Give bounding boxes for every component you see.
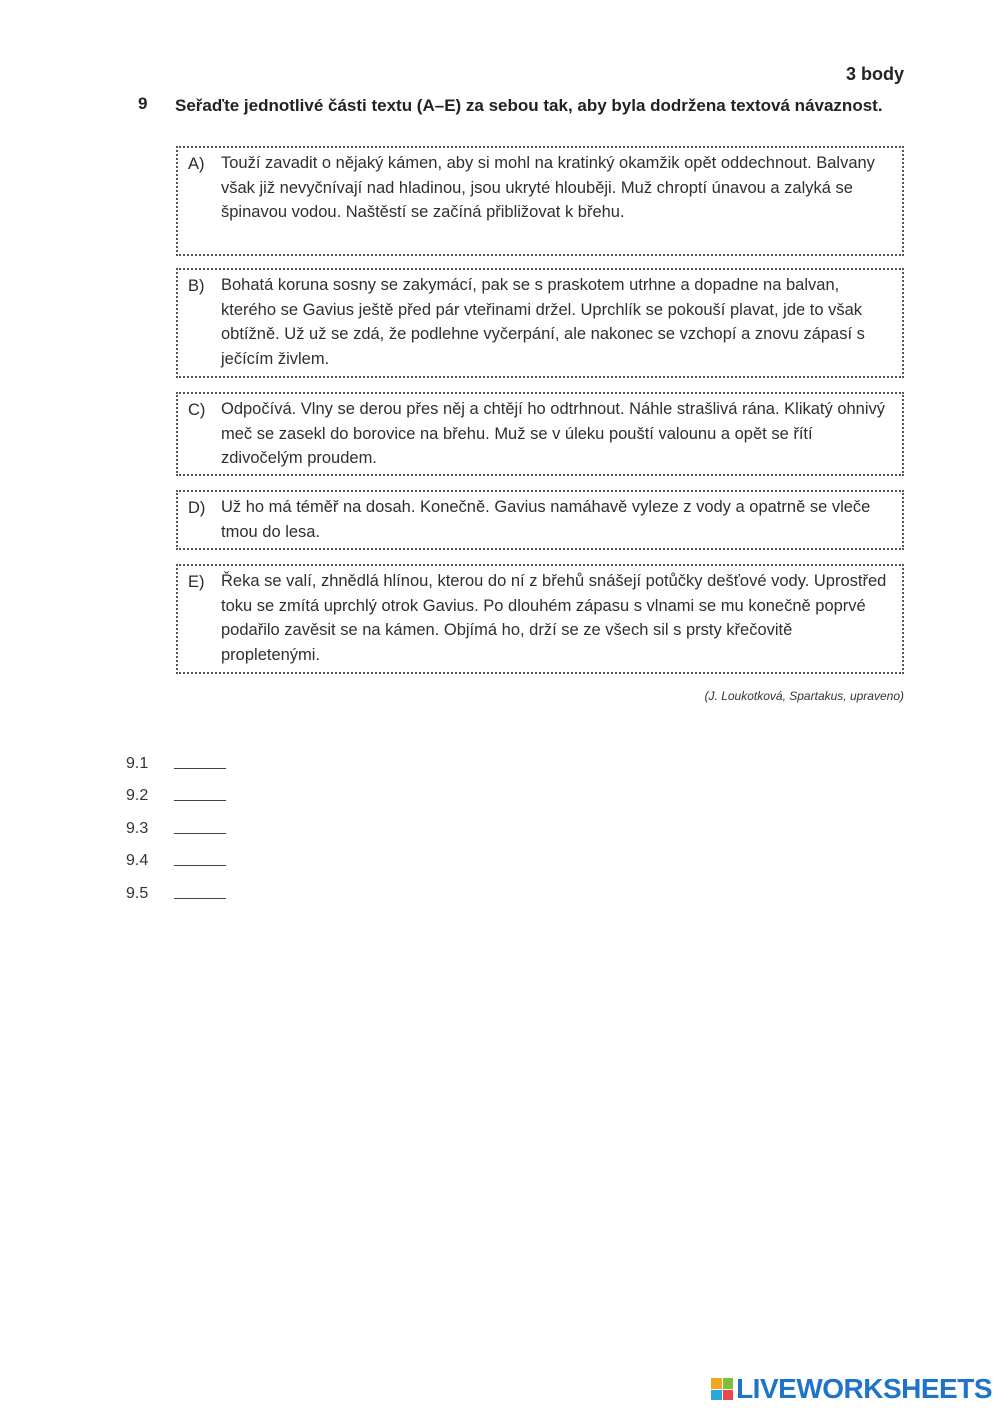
answer-row <box>126 805 226 838</box>
source-citation: (J. Loukotková, Spartakus, upraveno) <box>704 689 904 703</box>
answer-row <box>126 838 226 871</box>
points-label: 3 body <box>845 64 904 84</box>
answer-blank-9-3[interactable] <box>174 813 226 834</box>
brand-icon <box>711 1378 733 1400</box>
text-part-e <box>176 564 904 674</box>
answer-label: 9.5 <box>126 884 149 902</box>
answer-blank-9-1[interactable] <box>174 748 226 769</box>
answer-blank-9-2[interactable] <box>174 780 226 801</box>
answer-blank-9-4[interactable] <box>174 845 226 866</box>
answer-blank-9-5[interactable] <box>174 878 226 899</box>
answer-row <box>126 870 226 903</box>
text-part-letter: D) <box>188 499 206 517</box>
text-part-content: Bohatá koruna sosny se zakymácí, pak se s praskotem utrhne a dopadne na balvan, kterého se Gavius ještě před pár vteřinami držel. Uprchlík se pokouší plavat, jde to však obtížně. Už už se zdá, že podlehne vyčerpání, ale nakonec se vzchopí a znovu zápasí s ječícím živlem. <box>221 276 865 368</box>
question-number: 9 <box>138 94 148 113</box>
answer-row <box>126 773 226 806</box>
text-part-letter: A) <box>188 155 205 173</box>
answer-label: 9.1 <box>126 754 149 772</box>
text-part-a <box>176 146 904 256</box>
answer-label: 9.3 <box>126 819 149 837</box>
text-part-content: Touží zavadit o nějaký kámen, aby si mohl na kratinký okamžik opět oddechnout. Balvany však již nevyčnívají nad hladinou, jsou ukryté hlouběji. Muž chroptí únavou a zalyká se špinavou vodou. Naštěstí se začíná přibližovat k břehu. <box>221 154 875 221</box>
text-part-content: Řeka se valí, zhnědlá hlínou, kterou do ní z břehů snášejí potůčky dešťové vody. Uprostřed toku se zmítá uprchlý otrok Gavius. Po dlouhém zápasu s vlnami se mu konečně poprvé podařilo zavěsit se na kámen. Objímá ho, drží se ze všech sil s prsty křečovitě propletenými. <box>221 572 887 664</box>
liveworksheets-logo <box>711 1373 992 1405</box>
text-part-c <box>176 392 904 476</box>
answer-list <box>126 740 226 903</box>
text-part-content: Odpočívá. Vlny se derou přes něj a chtějí ho odtrhnout. Náhle strašlivá rána. Klikatý ohnivý meč se zasekl do borovice na břehu. Muž se v úleku pouští valounu a opět se řítí zdivočelým proudem. <box>221 400 886 467</box>
text-part-d <box>176 490 904 550</box>
text-part-letter: C) <box>188 401 206 419</box>
answer-label: 9.2 <box>126 787 149 804</box>
brand-name: LIVEWORKSHEETS <box>736 1373 992 1404</box>
text-part-letter: E) <box>188 573 205 591</box>
answer-row <box>126 740 226 773</box>
text-part-content: Už ho má téměř na dosah. Konečně. Gavius namáhavě vyleze z vody a opatrně se vleče tmou do lesa. <box>221 498 871 541</box>
text-part-letter: B) <box>188 277 205 295</box>
question-text: Seřaďte jednotlivé části textu (A–E) za sebou tak, aby byla dodržena textová návaznost. <box>175 96 883 115</box>
text-part-b <box>176 268 904 378</box>
answer-label: 9.4 <box>126 852 149 869</box>
